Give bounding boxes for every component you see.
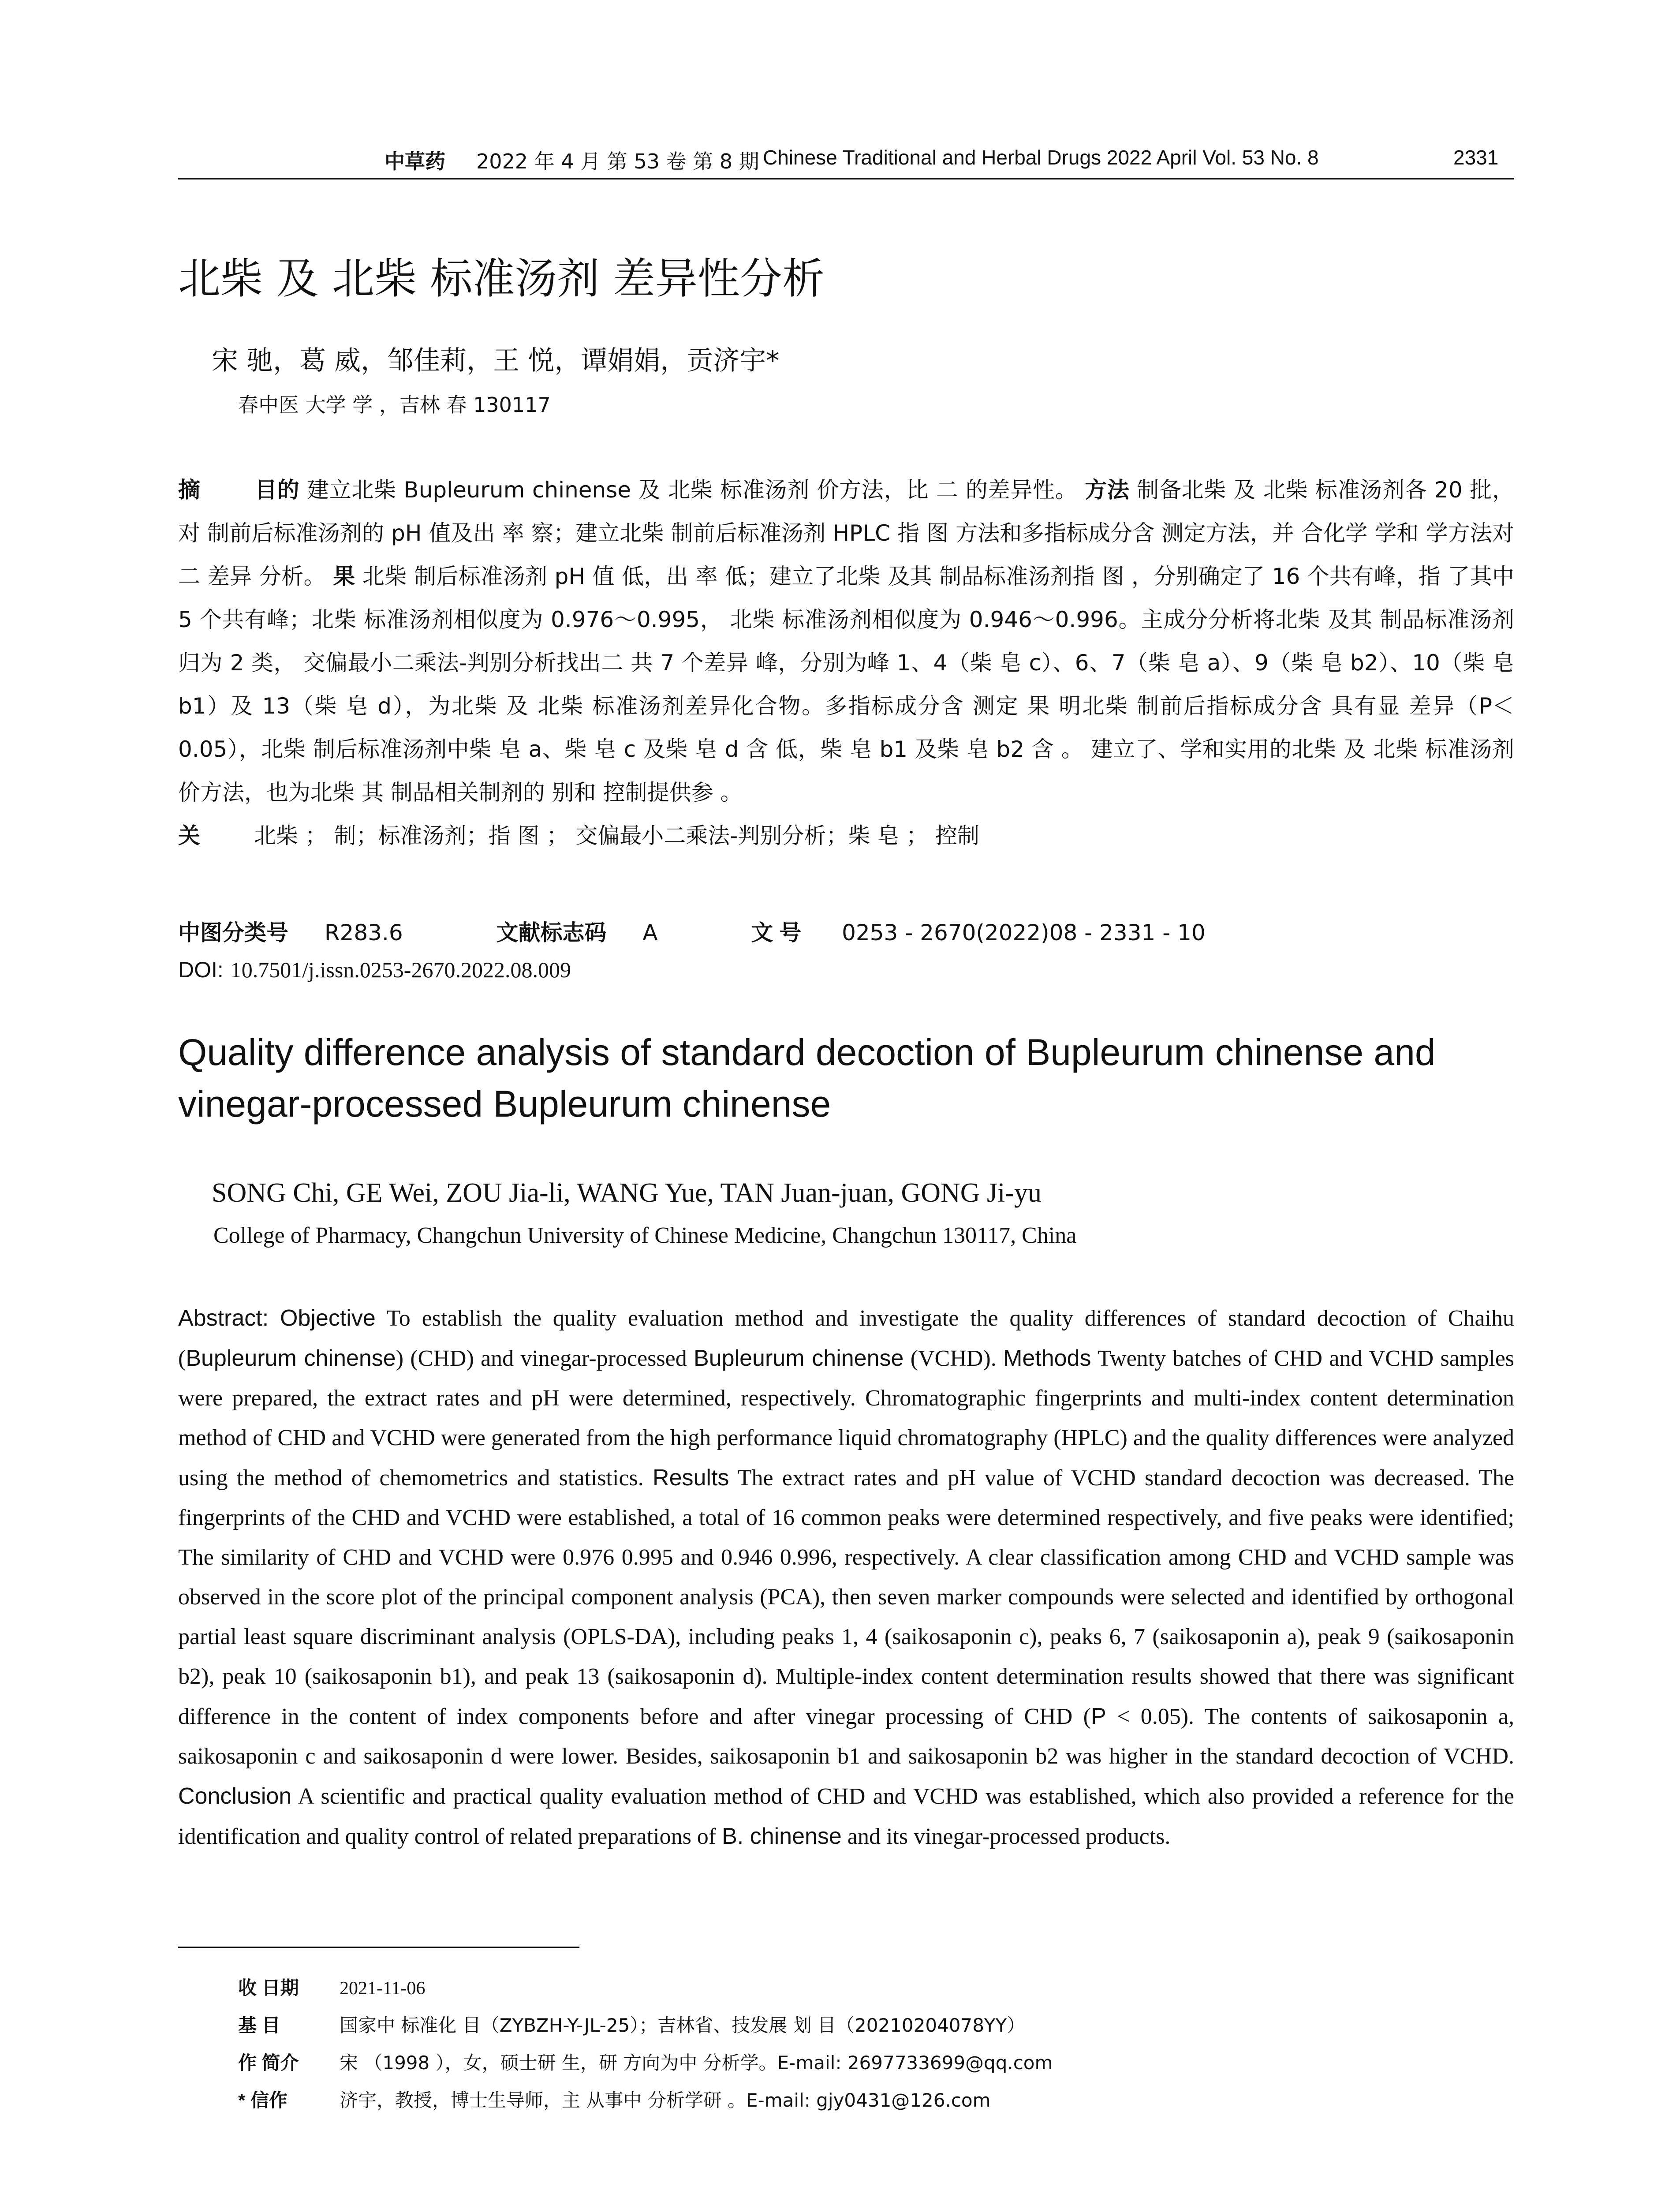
- results-text-en-b: < 0.05). The contents of saikosaponin a, saikosaponin c and saikosaponin d were lower. Besides, saikosaponin b1 and saikosaponin b2 was higher in the standard decoction of VCHD.: [178, 1704, 1515, 1769]
- classification-line: [178, 915, 1206, 947]
- abstract-cn: [178, 468, 1514, 857]
- objective-text-cn: 建立北柴 Bupleurum chinense 及 北柴 标准汤剂 价方法，比 二 的差异性。: [306, 477, 1078, 503]
- title-cn: 北柴 及 北柴 标准汤剂 差异性分析: [178, 254, 825, 303]
- conclusion-text-en-b: and its vinegar-processed products.: [847, 1824, 1171, 1849]
- page-number: 2331: [1453, 146, 1499, 169]
- fund-label: 基 目: [238, 2015, 280, 2036]
- results-text-cn: 北柴 制后标准汤剂 pH 值 低，出 率 低；建立了北柴 及其 制品标准汤剂指 图 ，分别确定了 16 个共有峰，指 了其中 5 个共有峰；北柴 标准汤剂相似度为 0.976～0.995， 北柴 标准汤剂相似度为 0.946～0.996。主成分分析将北柴 及其 制品标准汤剂归为 2 类， 交偏最小二乘法-判别分析找出二 共 7 个差异 峰，分别为峰 1、4（柴 皂 c）、6、7（柴 皂 a）、9（柴 皂 b2）、10（柴 皂 b1）及 13（柴 皂 d），为北柴 及 北柴 标准汤剂差异化合物。多指标成分含 测定 果 明北柴 制前后指标成分含 具有显 差异（P＜0.05），北柴 制后标准汤剂中柴 皂 a、柴 皂 c 及柴 皂 d 含 低，柴 皂 b1 及柴 皂 b2 含 。 建立了、学和实用的北柴 及 北柴 标准汤剂 价方法，也为北柴 其 制品相关制剂的 别和 控制提供参 。: [178, 564, 1515, 805]
- abstract-label-en: Abstract:: [178, 1305, 269, 1331]
- results-label-cn: 果: [333, 564, 355, 589]
- keywords-text-cn: 北柴 ； 制；标准汤剂；指 图 ； 交偏最小二乘法-判别分析；柴 皂 ； 控制: [254, 823, 980, 848]
- objective-text-en-a: To establish the quality evaluation method and investigate the quality differences of standard decoction of Chaihu (: [178, 1306, 1515, 1371]
- objective-text-en-b: ) (CHD) and vinegar-processed: [396, 1346, 687, 1371]
- received-label: 收 日期: [238, 1977, 299, 1998]
- objective-text-en-c: (VCHD).: [910, 1346, 997, 1371]
- methods-label-cn: 方法: [1085, 478, 1130, 502]
- species-name-1: Bupleurum chinense: [186, 1345, 396, 1371]
- p-symbol: P: [1090, 1704, 1106, 1729]
- abstract-en: [178, 1298, 1514, 1857]
- bio-label: 作 简介: [238, 2052, 299, 2073]
- affiliation-cn: 春中医 大学 学 ，吉林 春 130117: [238, 393, 551, 417]
- methods-label-en: Methods: [1003, 1345, 1091, 1371]
- footnote-fund: [238, 2011, 1025, 2037]
- journal-name-en: Chinese Traditional and Herbal Drugs 2022 April Vol. 53 No. 8: [763, 146, 1319, 169]
- methods-text-cn: 制备北柴 及 北柴 标准汤剂各 20 批，对 制前后标准汤剂的 pH 值及出 率 察；建立北柴 制前后标准汤剂 HPLC 指 图 方法和多指标成分含 测定方法，并 合化学 学和 学方法对二 差异 分析。: [178, 477, 1514, 589]
- affiliation-en: College of Pharmacy, Changchun University of Chinese Medicine, Changchun 130117, China: [213, 1223, 1077, 1248]
- footnote-rule: [178, 1947, 579, 1948]
- footnote-corresponding: [238, 2086, 991, 2112]
- doi-value: 10.7501/j.issn.0253-2670.2022.08.009: [230, 957, 571, 982]
- journal-name-cn: 中草药: [385, 149, 445, 173]
- doi-label: DOI:: [178, 957, 224, 982]
- corr-text: 济宇，教授，博士生导师，主 从事中 分析学研 。E-mail: gjy0431@126.com: [340, 2089, 991, 2111]
- title-en-line2: vinegar-processed Bupleurum chinense: [178, 1083, 831, 1125]
- corr-label: * 信作: [238, 2090, 288, 2111]
- fund-text: 国家中 标准化 目（ZYBZH-Y-JL-25）；吉林省、技发展 划 目（20210204078YY）: [340, 2014, 1026, 2036]
- clc-label: 中图分类号: [178, 920, 288, 945]
- article-no-label: 文 号: [751, 920, 802, 945]
- doc-code-label: 文献标志码: [496, 920, 607, 945]
- doc-code-value: A: [642, 920, 658, 946]
- doi-line: [178, 957, 571, 983]
- authors-cn: 宋 驰，葛 威，邹佳莉，王 悦，谭娟娟，贡济宇*: [212, 345, 780, 376]
- results-label-en: Results: [653, 1465, 729, 1491]
- issue-info-cn: 2022 年 4 月 第 53 卷 第 8 期: [476, 149, 759, 173]
- objective-label-en: Objective: [280, 1305, 376, 1331]
- abstract-label-cn: 摘: [178, 478, 201, 502]
- bio-text: 宋 （1998 ），女，硕士研 生，研 方向为中 分析学。E-mail: 2697733699@qq.com: [340, 2052, 1053, 2074]
- article-no-value: 0253 - 2670(2022)08 - 2331 - 10: [842, 920, 1206, 946]
- conclusion-label-en: Conclusion: [178, 1783, 292, 1809]
- species-name-2: Bupleurum chinense: [694, 1345, 904, 1371]
- title-en-line1: Quality difference analysis of standard decoction of Bupleurum chinense and: [178, 1031, 1436, 1073]
- objective-label-cn: 目的: [254, 478, 300, 502]
- footnote-bio: [238, 2048, 1053, 2075]
- clc-value: R283.6: [324, 920, 403, 946]
- received-date: 2021-11-06: [340, 1978, 426, 1999]
- methods-text-en: Twenty batches of CHD and VCHD samples were prepared, the extract rates and pH were determined, respectively. Chromatographic fingerprints and multi-index content determination method of CHD and VCHD were generated from the high performance liquid chromatography (HPLC) and the quality differences were analyzed using the method of chemometrics and statistics.: [178, 1346, 1515, 1491]
- header-rule: [178, 178, 1514, 179]
- keywords-label-cn: 关: [178, 823, 200, 848]
- footnote-received: [238, 1973, 425, 2000]
- species-name-3: B. chinense: [722, 1824, 842, 1849]
- authors-en: SONG Chi, GE Wei, ZOU Jia-li, WANG Yue, TAN Juan-juan, GONG Ji-yu: [212, 1178, 1042, 1208]
- results-text-en-a: The extract rates and pH value of VCHD standard decoction was decreased. The fingerprints of the CHD and VCHD were established, a total of 16 common peaks were determined respectively, and five peaks were identified; The similarity of CHD and VCHD were 0.976 0.995 and 0.946 0.996, respectively. A clear classification among CHD and VCHD sample was observed in the score plot of the principal component analysis (PCA), then seven marker compounds were selected and identified by orthogonal partial least square discriminant analysis (OPLS-DA), including peaks 1, 4 (saikosaponin c), peaks 6, 7 (saikosaponin a), peak 9 (saikosaponin b2), peak 10 (saikosaponin b1), and peak 13 (saikosaponin d). Multiple-index content determination results showed that there was significant difference in the content of index components before and after vinegar processing of CHD (: [178, 1465, 1515, 1729]
- conclusion-text-en-a: A scientific and practical quality evaluation method of CHD and VCHD was established, which also provided a reference for the identification and quality control of related preparations of: [178, 1784, 1514, 1849]
